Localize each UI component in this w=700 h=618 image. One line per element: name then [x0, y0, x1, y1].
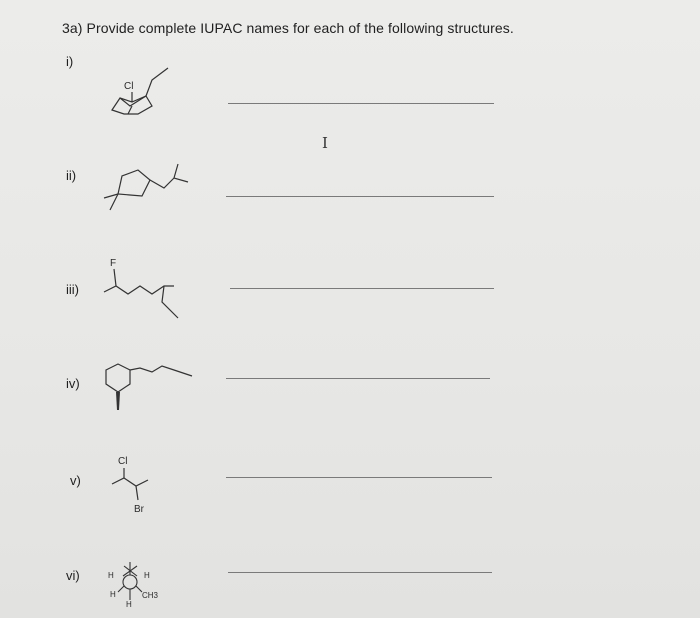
atom-label-f: F [110, 258, 117, 269]
structure-ii [92, 158, 202, 218]
question-label-i: i) [66, 54, 74, 69]
atom-label-br: Br [134, 504, 144, 515]
text-cursor-icon: I [322, 134, 328, 152]
structure-i [106, 62, 176, 122]
atom-label-h-upper-right: H [144, 571, 150, 580]
atom-label-h-lower-left: H [110, 590, 116, 599]
question-label-v: v) [70, 473, 81, 488]
structure-v [104, 454, 174, 516]
structure-vi-newman-projection [104, 556, 184, 618]
atom-label-ch3: CH3 [142, 591, 159, 600]
answer-line-iii[interactable] [230, 288, 494, 289]
question-title: 3a) Provide complete IUPAC names for each of the following structures. [62, 20, 514, 36]
atom-label-h-upper-left: H [108, 571, 114, 580]
atom-label-h-bottom: H [126, 600, 132, 609]
structure-iii [98, 256, 188, 322]
answer-line-iv[interactable] [226, 378, 490, 379]
atom-label-cl: Cl [124, 81, 134, 92]
question-label-iii: iii) [66, 282, 79, 297]
answer-line-ii[interactable] [226, 196, 494, 197]
question-label-ii: ii) [66, 168, 77, 183]
question-label-iv: iv) [66, 376, 80, 391]
atom-label-cl-v: Cl [118, 456, 128, 467]
question-label-vi: vi) [66, 568, 80, 583]
answer-line-v[interactable] [226, 477, 492, 478]
answer-line-vi[interactable] [228, 572, 492, 573]
answer-line-i[interactable] [228, 103, 494, 104]
structure-iv [94, 356, 204, 416]
